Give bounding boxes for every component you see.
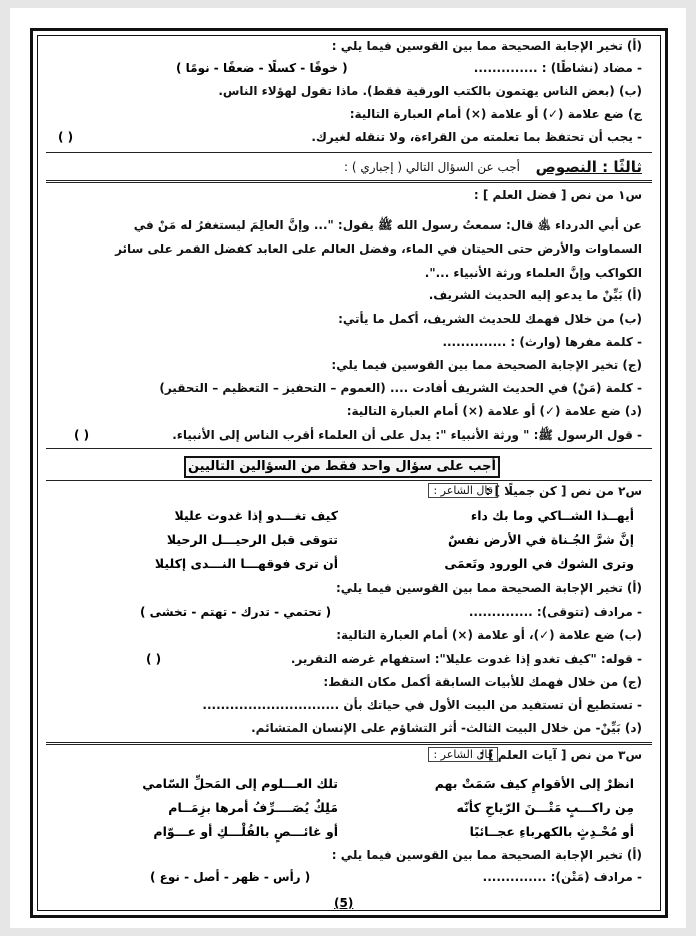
question-3-a: (أ) تخير الإجابة الصحيحة مما بين القوسين فيما يلي : — [331, 848, 642, 862]
question-3-title: س٣ من نص [ آيات العلم ] : — [479, 748, 642, 762]
antonym-choices: ( خوفًا - كسلًا - ضعفًا - نومًا ) — [176, 61, 348, 75]
question-2-c: (ج) من خلال فهمك للأبيات السابقة أكمل مكان النقط: — [323, 675, 642, 689]
poet-label — [428, 748, 498, 761]
poem-verse-1-second: تلك العـــلوم إلى المَحلِّ السّامي — [142, 776, 338, 791]
question-1-b: (ب) من خلال فهمك للحديث الشريف، أكمل ما يأتي: — [338, 312, 642, 326]
section-3-title — [536, 158, 642, 176]
choose-one-note: أجب على سؤال واحد فقط من السؤالين التاليين — [184, 456, 500, 478]
question-a-heading: (أ) تخير الإجابة الصحيحة مما بين القوسين فيما يلي : — [331, 39, 642, 53]
question-2-c-item: - تستطيع أن تستفيد من البيت الأول في حياتك بأن .............................. — [202, 698, 642, 712]
poem-verse-2-second: مَلِكٌ يُصَــــرِّفُ أمرها بزِمَــام — [168, 800, 338, 815]
page-number: (5) — [334, 896, 354, 910]
question-1-d: (د) ضع علامة (✓) أو علامة (×) أمام العبارة التالية: — [346, 404, 642, 418]
question-1-a: (أ) بَيِّنْ ما يدعو إليه الحديث الشريف. — [428, 288, 642, 302]
question-1-c-item: - كلمة (مَنْ) في الحديث الشريف أفادت .... (العموم – التحفيز – التعظيم – التحقير) — [159, 381, 642, 395]
poem-verse-3-first: وترى الشوك في الورود وتَعمَى — [444, 556, 634, 571]
answer-parentheses: ( ) — [146, 652, 162, 666]
worksheet-page — [10, 8, 686, 928]
question-c-heading: ج) ضع علامة (✓) أو علامة (×) أمام العبارة التالية: — [349, 107, 642, 121]
answer-parentheses: ( ) — [74, 428, 90, 442]
poet-label-text: قال الشاعر : — [428, 747, 498, 762]
question-2-title: س٢ من نص [ كن جميلًا ] : — [485, 484, 642, 498]
poet-label-text: قال الشاعر : — [428, 483, 498, 498]
question-1-b-item: - كلمة مفرها (وارث) : .............. — [442, 335, 642, 349]
answer-parentheses: ( ) — [58, 130, 74, 144]
poem-verse-3-second: أو غائـــصٍ بالفُلْـــكِ أو عـــوّام — [153, 824, 338, 839]
poem-verse-3-second: أن ترى فوقهـــا النـــدى إكليلا — [154, 556, 338, 571]
synonym-question: - مرادف (مَتْن): .............. — [482, 870, 642, 884]
poem-verse-3-first: أو مُحْـدِثٍ بالكهرباءِ عجــائبًا — [469, 824, 634, 839]
question-1-title: س١ من نص [ فضل العلم ] : — [473, 188, 642, 202]
synonym-question: - مرادف (تتوقى): .............. — [468, 605, 642, 619]
divider-double — [46, 180, 652, 186]
poet-label — [428, 484, 498, 497]
divider — [46, 448, 652, 449]
question-1-d-item: - قول الرسول ﷺ: " ورثة الأنبياء ": يدل على أن العلماء أقرب الناس إلى الأنبياء. — [172, 428, 642, 442]
section-3-instruction: أجب عن السؤال التالي ( إجباري ) : — [343, 160, 520, 174]
question-2-d: (د) بَيِّنْ- من خلال البيت الثالث- أثر التشاؤم على الإنسان المتشائم. — [251, 721, 642, 735]
section-3-title-text: ثالثًا : النصوص — [535, 158, 642, 176]
question-2-b: (ب) ضع علامة (✓)، أو علامة (×) أمام العبارة التالية: — [336, 628, 642, 642]
hadith-line-2: السماوات والأرض حتى الحيتان في الماء، وفضل العالم على العابد كفضل القمر على سائر — [115, 242, 642, 256]
hadith-line-3: الكواكب وإنَّ العلماء ورثة الأنبياء ...". — [424, 266, 642, 280]
hadith-line-1: عن أبي الدرداء ﵁ قال: سمعتُ رسول الله ﷺ يقول: "... وإنَّ العالِمَ ليستغفرُ له مَنْ في — [133, 218, 642, 232]
poem-verse-1-first: أيهــذا الشــاكي وما بك داء — [470, 508, 634, 523]
poem-verse-2-second: تتوقى قبل الرحيـــل الرحيلا — [166, 532, 338, 547]
question-b: (ب) (بعض الناس يهتمون بالكتب الورقية فقط). ماذا تقول لهؤلاء الناس. — [218, 84, 642, 98]
synonym-choices: ( رأس - ظهر - أصل - نوع ) — [150, 870, 311, 884]
question-1-c: (ج) تخير الإجابة الصحيحة مما بين القوسين فيما يلي: — [331, 358, 642, 372]
divider — [46, 152, 652, 153]
poem-verse-2-first: إنَّ شرَّ الجُـناة في الأرض نفسٌ — [447, 532, 634, 547]
poem-verse-2-first: مِن راكـــبٍ مَتْـــنَ الرّياحِ كأنّه — [456, 800, 634, 815]
divider — [46, 480, 652, 481]
question-2-b-item: - قوله: "كيف تغدو إذا غدوت عليلا": استفهام غرضه التقرير. — [290, 652, 642, 666]
question-c-statement: - يجب أن تحتفظ بما تعلمته من القراءة، ولا تنقله لغيرك. — [311, 130, 642, 144]
synonym-choices: ( تحتمي - تدرك - تهتم - تخشى ) — [140, 605, 332, 619]
antonym-question: - مضاد (نشاطًا) : .............. — [473, 61, 642, 75]
poem-verse-1-second: كيف تغـــدو إذا غدوت عليلا — [174, 508, 338, 523]
question-2-a: (أ) تخير الإجابة الصحيحة مما بين القوسين فيما يلي: — [335, 581, 642, 595]
poem-verse-1-first: انظرْ إلى الأقوامِ كيف سَمَتْ بهم — [434, 776, 634, 791]
